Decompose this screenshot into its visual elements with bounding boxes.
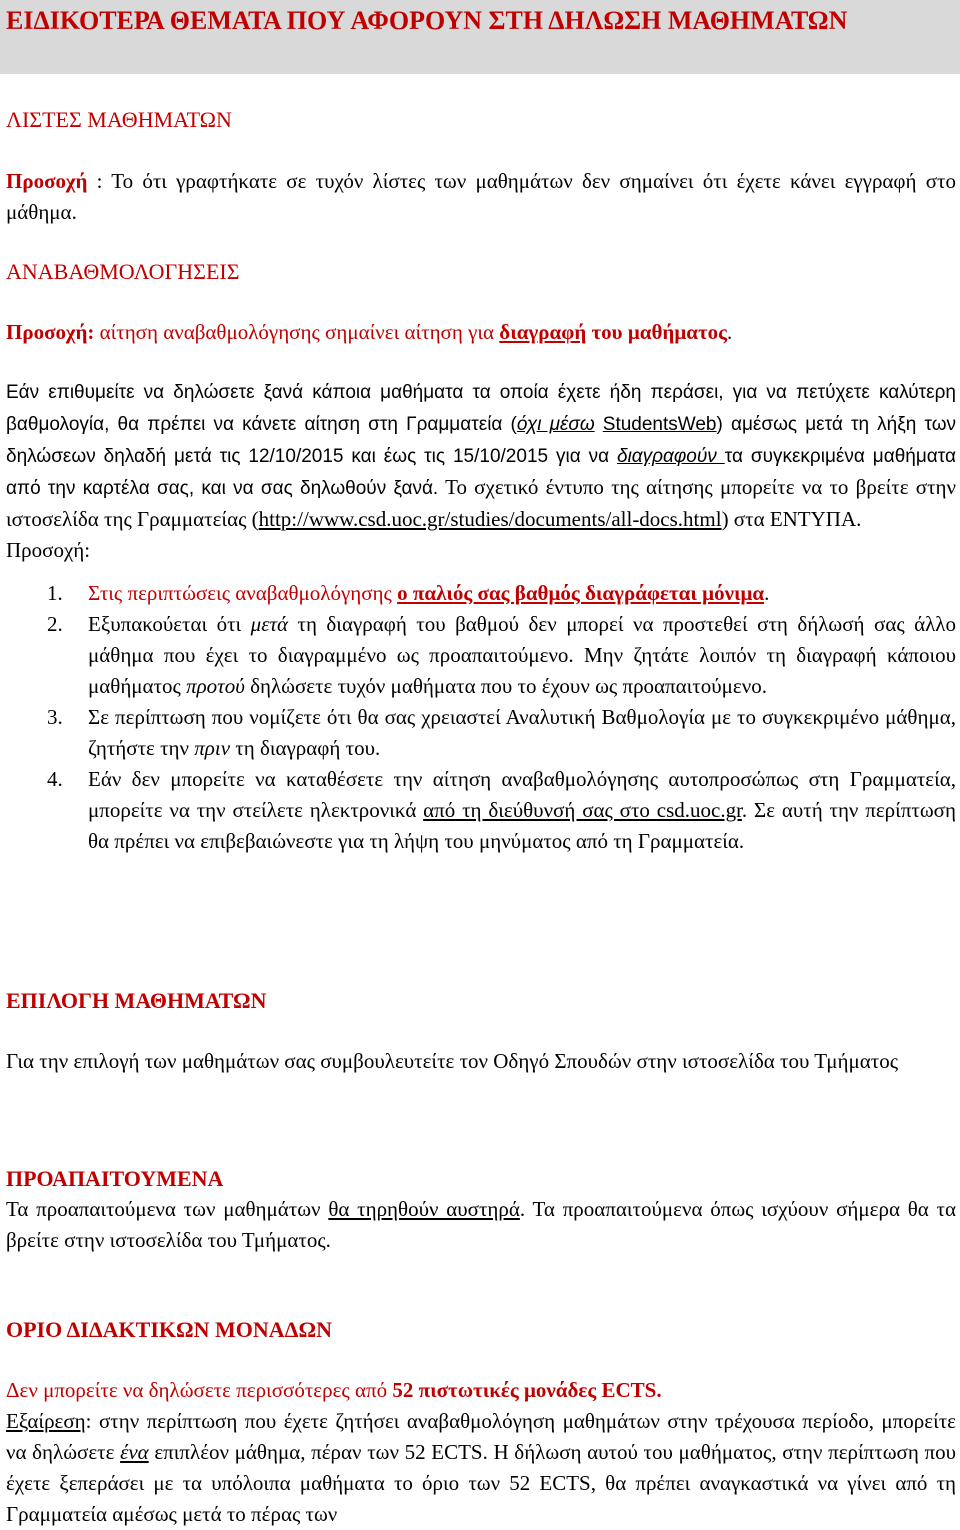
prereq-text: Τα προαπαιτούμενα των μαθημάτων [6, 1197, 329, 1221]
regrade-attention-end: . [727, 320, 733, 344]
title-banner [0, 0, 960, 74]
exception-text: : στην περίπτωση που έχετε ζητήσει αναβαθμολόγηση μαθημάτων στην τρέχουσα περίοδο, μπορείτε να δηλώσετε [6, 1409, 956, 1464]
list-item [6, 609, 956, 702]
regrade-attention [6, 317, 956, 348]
page-title: ΕΙΔΙΚΟΤΕΡΑ ΘΕΜΑΤΑ ΠΟΥ ΑΦΟΡΟΥΝ ΣΤΗ ΔΗΛΩΣΗ ΜΑΘΗΜΑΤΩΝ [6, 6, 848, 35]
exception-label: Εξαίρεση [6, 1409, 86, 1433]
list-item [6, 578, 956, 609]
regrade-studentsweb: StudentsWeb [602, 414, 717, 435]
regrade-heading: ΑΝΑΒΑΘΜΟΛΟΓΗΣΕΙΣ [6, 259, 240, 284]
regrade-notes-list [6, 578, 956, 857]
selection-paragraph: Για την επιλογή των μαθημάτων σας συμβουλευτείτε τον Οδηγό Σπουδών στην ιστοσελίδα του Τμήματος [6, 1049, 899, 1073]
regrade-attention2: Προσοχή: [6, 538, 91, 562]
note-text: Στις περιπτώσεις αναβαθμολόγησης [88, 581, 398, 605]
prereq-paragraph [6, 1194, 956, 1256]
note-emphasis: ο παλιός σας βαθμός διαγράφεται μόνιμα [397, 581, 765, 605]
list-number: 2. [47, 612, 63, 636]
lists-heading: ΛΙΣΤΕΣ ΜΑΘΗΜΑΤΩΝ [6, 107, 232, 132]
regrade-course-words: του μαθήματος [586, 320, 728, 344]
note-text: τη διαγραφή του. [230, 736, 381, 760]
prereq-heading: ΠΡΟΑΠΑΙΤΟΥΜΕΝΑ [6, 1166, 224, 1191]
lists-paragraph [6, 166, 956, 228]
regrade-attention-text: αίτηση αναβαθμολόγησης σημαίνει αίτηση για [94, 320, 500, 344]
note-text: . Σε αυτή την περίπτωση θα πρέπει να επιβεβαιώνεστε για τη λήψη του μηνύματος από τη Γραμματεία. [88, 798, 956, 853]
prereq-emphasis: θα τηρηθούν αυστηρά [328, 1197, 520, 1221]
exception-emphasis: ένα [120, 1440, 149, 1464]
note-text: Εάν δεν μπορείτε να καταθέσετε την αίτηση αναβαθμολόγησης αυτοπροσώπως στη Γραμματεία, μπορείτε να την στείλετε ηλεκτρονικά [88, 767, 956, 822]
note-text: δηλώσετε τυχόν μαθήματα που το έχουν ως προαπαιτούμενο. [244, 674, 767, 698]
note-emphasis: από τη διεύθυνσή σας στο csd.uoc.gr [423, 798, 742, 822]
regrade-p1: Εάν επιθυμείτε να δηλώσετε ξανά κάποια μαθήματα τα οποία έχετε ήδη περάσει, για να πετύχετε καλύτερη βαθμολογία, θα πρέπει να κάνετε αίτηση στη Γραμματεία ( [6, 382, 956, 435]
note-text: Εξυπακούεται ότι [88, 612, 251, 636]
regrade-attention-label: Προσοχή: [6, 320, 95, 344]
regrade-p4: Το σχετικό έντυπο της αίτησης μπορείτε να το βρείτε στην ιστοσελίδα της Γραμματείας ( [6, 475, 957, 531]
lists-text: : Το ότι γραφτήκατε σε τυχόν λίστες των μαθημάτων δεν σημαίνει ότι έχετε κάνει εγγραφή στο μάθημα. [6, 169, 956, 224]
regrade-p3: τα συγκεκριμένα μαθήματα από την καρτέλα σας, και να σας δηλωθούν ξανά. [6, 446, 956, 499]
note-emphasis: πριν [194, 736, 231, 760]
note-text: Σε περίπτωση που νομίζετε ότι θα σας χρειαστεί Αναλυτική Βαθμολογία με το συγκεκριμένο μάθημα, ζητήστε την [88, 705, 956, 760]
note-text: . [764, 581, 770, 605]
lists-attention-label: Προσοχή [6, 169, 88, 193]
exception-text: επιπλέον μάθημα, πέραν των 52 ECTS. Η δήλωση αυτού του μαθήματος, στην περίπτωση που έχετε ξεπεράσει με τα υπόλοιπα μαθήματα το όριο των 52 ECTS, θα πρέπει αναγκαστικά να γίνει από τη Γραμματεία αμέσως μετά το πέρας των [6, 1440, 956, 1526]
prereq-text: . Τα προαπαιτούμενα όπως ισχύουν σήμερα θα τα βρείτε στην ιστοσελίδα του Τμήματος. [6, 1197, 956, 1252]
list-item [6, 702, 956, 764]
selection-heading: ΕΠΙΛΟΓΗ ΜΑΘΗΜΑΤΩΝ [6, 988, 267, 1013]
list-number: 3. [47, 705, 63, 729]
regrade-paragraph [6, 376, 956, 566]
note-text: τη διαγραφή του βαθμού δεν μπορεί να προστεθεί στη δήλωσή σας άλλο μάθημα που έχει το διαγραμμένο ως προαπαιτούμενο. Μην ζητάτε λοιπόν τη διαγραφή κάποιου μαθήματος [88, 612, 956, 698]
note-emphasis: προτού [186, 674, 245, 698]
forms-link[interactable]: http://www.csd.uoc.gr/studies/documents/all-docs.html [258, 507, 722, 531]
limit-text: Δεν μπορείτε να δηλώσετε περισσότερες από [6, 1378, 393, 1402]
regrade-delete-word: διαγραφή [499, 320, 587, 344]
list-item [6, 764, 956, 857]
regrade-not-via: όχι μέσω [516, 414, 595, 435]
note-emphasis: μετά [250, 612, 289, 636]
list-number: 1. [47, 581, 63, 605]
regrade-p2: ) αμέσως μετά τη λήξη των δηλώσεων δηλαδή μετά τις 12/10/2015 και έως τις 15/10/2015 για να [6, 414, 957, 467]
list-number: 4. [47, 767, 63, 791]
regrade-p5: ) στα ΕΝΤΥΠΑ. [721, 507, 862, 531]
limit-exception-paragraph [6, 1406, 956, 1530]
regrade-deleted-word: διαγραφούν [617, 446, 725, 467]
limit-emphasis: 52 πιστωτικές μονάδες ECTS. [392, 1378, 662, 1402]
limit-heading: ΟΡΙΟ ΔΙΔΑΚΤΙΚΩΝ ΜΟΝΑΔΩΝ [6, 1317, 332, 1342]
limit-line [6, 1375, 956, 1406]
